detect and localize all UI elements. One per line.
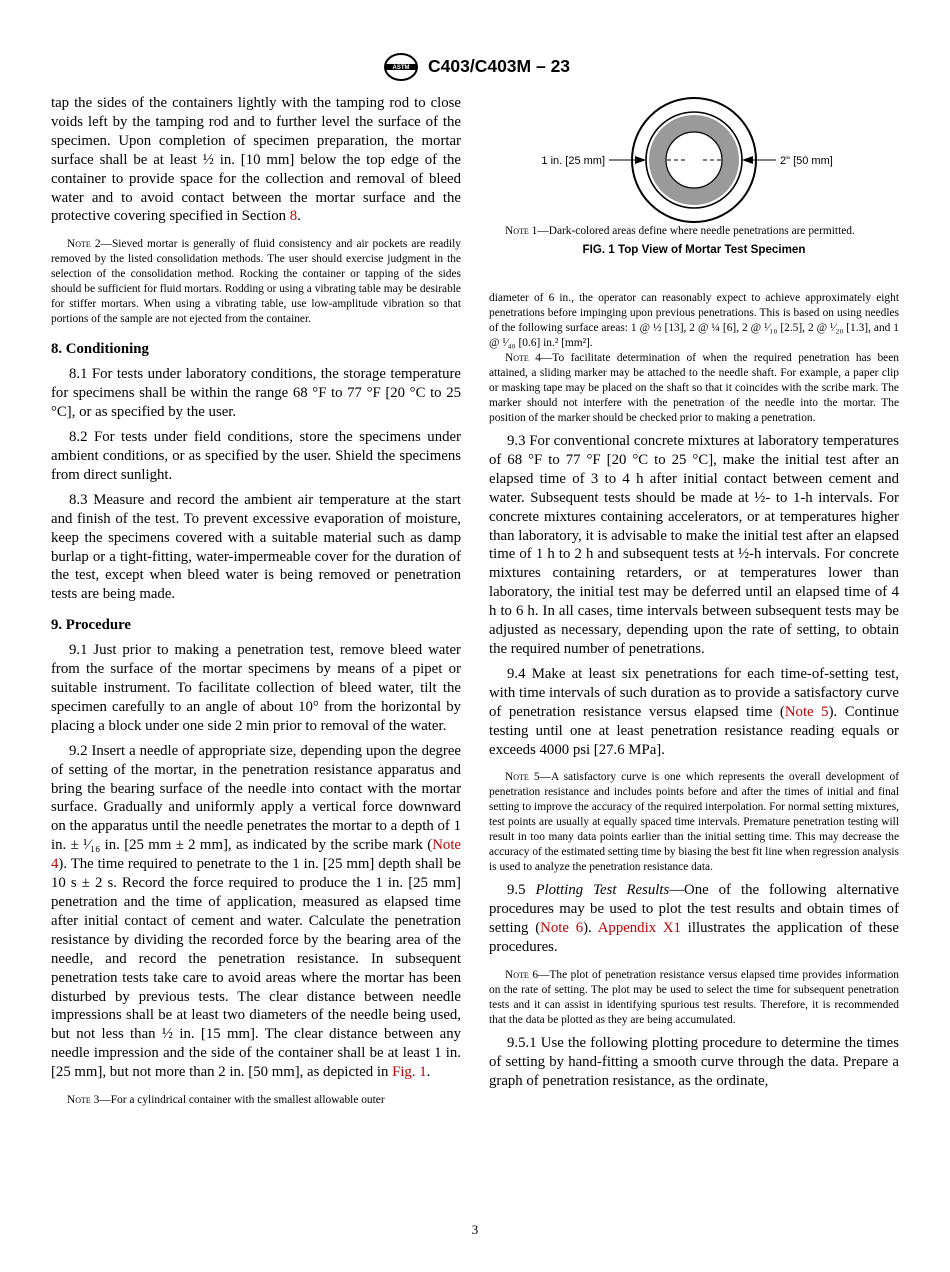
paragraph-8-2: 8.2 For tests under field conditions, store the specimens under ambient conditions, or as specified by the user. Shield the specimens from direct sunlight.: [51, 429, 461, 483]
note-1: Note 1—Dark-colored areas define where needle penetrations are permitted.: [505, 225, 855, 237]
left-column: [51, 94, 461, 1108]
document-id: C403/C403M – 23: [428, 56, 571, 76]
paragraph-9-3: 9.3 For conventional concrete mixtures at laboratory temperatures of 68 °F to 77 °F [20 °C to 25 °C], make the initial test after an elapsed time of 3 to 4 h after initial contact between cement and water. Subsequent tests should be made at ½- to 1-h intervals. For concrete mixtures containing accelerators, or at temperatures higher than laboratory, it is advisable to make the initial test after an elapsed time of 1 h to 2 h and subsequent tests at ½-h intervals. For concrete mixtures containing retarders, or at temperatures lower than laboratory, the initial test may be deferred until an elapsed time of 4 h to 6 h. In all cases, time intervals between subsequent tests may be adjusted as necessary, depending upon the rate of setting, to obtain the required number of penetrations.: [489, 433, 899, 657]
page-number: 3: [471, 1222, 479, 1237]
note-4: Note 4—To facilitate determination of when the required penetration has been attained, a sliding marker may be attached to the needle shaft. For example, a paper clip or masking tape may be placed on the shaft so that it coincides with the scribe mark. The marker should not interfere with the penetration of the needle into the mortar. The position of the marker should be checked prior to making a penetration.: [489, 352, 899, 424]
right-column: [489, 96, 899, 1091]
note-4-link[interactable]: Note 4: [51, 837, 461, 873]
page-header: [0, 52, 950, 86]
section-8-link[interactable]: 8: [289, 208, 298, 225]
astm-logo-icon: [383, 52, 419, 82]
appendix-x1-link[interactable]: Appendix X1: [597, 920, 681, 937]
note-6: Note 6—The plot of penetration resistance versus elapsed time provides information on the rate of setting. The plot may be used to select the time for subsequent penetration tests and it can assist in identifying spurious test results. Therefore, it is recommended that the data be plotted as they are being accumulated.: [489, 969, 899, 1027]
figure-1: [489, 96, 899, 224]
paragraph-8-3: 8.3 Measure and record the ambient air temperature at the start and finish of the test. To prevent excessive evaporation of moisture, keep the specimens covered with a suitable material such as damp burlap or a tight-fitting, water-impermeable cover for the duration of the test, except when bleed water is being removed or penetration tests are being made.: [51, 491, 461, 603]
label-1-in: 1 in. [25 mm]: [541, 155, 605, 167]
paragraph-9-5: 9.5 Plotting Test Results—One of the following alternative procedures may be used to plot the test results and obtain times of setting (Note 6). Appendix X1 illustrates the application of these procedures.: [489, 882, 899, 956]
specimen-diagram: [489, 96, 899, 224]
figure-1-caption: FIG. 1 Top View of Mortar Test Specimen: [582, 243, 806, 256]
note-6-link[interactable]: Note 6: [540, 920, 584, 937]
paragraph-8-1: 8.1 For tests under laboratory conditions, the storage temperature for specimens shall be within the range 68 °F to 77 °F [20 °C to 25 °C], or as specified by the user.: [51, 366, 461, 421]
note-3-continued: diameter of 6 in., the operator can reasonably expect to achieve approximately eight penetrations before impinging upon previous penetrations. This is based on using needles of the following surface areas: 1 @ ½ [13], 2 @ ¼ [6], 2 @ ¹⁄₁₀ [2.5], 2 @ ¹⁄₂₀ [1.3], and 1 @ ¹⁄₄₀ [0.6] in.² [mm²].: [489, 292, 899, 349]
note-5: Note 5—A satisfactory curve is one which represents the overall development of penetration resistance and includes points before and after the times of initial and final setting to improve the accuracy of the required interpolation. For normal setting mixtures, test points are usually at equally spaced time intervals. Premature penetration testing will result in too many data points earlier than the initial setting time. This may decrease the accuracy of the estimated setting time by biasing the best fit line when regression analysis is used to analyze the penetration resistance data.: [489, 771, 899, 874]
section-9-heading: 9. Procedure: [51, 617, 131, 634]
label-2-in: 2" [50 mm]: [780, 155, 833, 167]
note-2: Note 2—Sieved mortar is generally of fluid consistency and air pockets are readily removed by the listed consolidation methods. The user should exercise judgment in the selection of the consolidation method. Rocking the container or tapping of the sides should be sufficient for fluid mortars. Rodding or using a vibrating table may be desirable for stiffer mortars. When using a vibrating table, use low-amplitude vibration so that portions of the sample are not ejected from the container.: [51, 238, 461, 326]
paragraph-7-cont: tap the sides of the containers lightly with the tamping rod to close voids left by the tamping rod and to further level the surface of the specimen. Upon completion of specimen preparation, the mortar surface shall be at least ½ in. [10 mm] below the top edge of the container to provide space for the collection and removal of bleed water and to avoid contact between the mortar surface and the protective covering specified in Section 8.: [51, 95, 461, 225]
section-8-heading: 8. Conditioning: [51, 341, 149, 358]
fig-1-link[interactable]: Fig. 1: [392, 1064, 427, 1081]
svg-text:ASTM: ASTM: [392, 65, 410, 71]
paragraph-9-5-1: 9.5.1 Use the following plotting procedure to determine the times of setting by hand-fitting a smooth curve through the data. Prepare a graph of penetration resistance, as the ordinate,: [489, 1035, 899, 1089]
paragraph-9-1: 9.1 Just prior to making a penetration test, remove bleed water from the surface of the mortar specimens by means of a pipet or suitable instrument. To facilitate collection of bleed water, tilt the specimen carefully to an angle of about 10° from the horizontal by placing a block under one side 2 min prior to removal of the water.: [51, 642, 461, 734]
paragraph-9-2: 9.2 Insert a needle of appropriate size, depending upon the degree of setting of the mortar, in the penetration resistance apparatus and bring the bearing surface of the needle into contact with the mortar surface. Gradually and uniformly apply a vertical force downward on the apparatus until the needle penetrates the mortar to a depth of 1 in. ± ¹⁄₁₆ in. [25 mm ± 2 mm], as indicated by the scribe mark (Note 4). The time required to penetrate to the 1 in. [25 mm] depth shall be 10 s ± 2 s. Record the force required to produce the 1 in. [25 mm] penetration and the time of application, measured as elapsed time after initial contact of cement and water. Calculate the penetration resistance by dividing the recorded force by the bearing area of the needle, and record the penetration resistance. In subsequent penetration tests take care to avoid areas where the mortar has been disturbed by previous tests. The clear distance between needle impressions shall be at least two diameters of the needle being used, but not less than ½ in. [15 mm]. The clear distance between any needle impression and the side of the container shall be at least 1 in. [25 mm], but not more than 2 in. [50 mm], as depicted in Fig. 1.: [51, 742, 461, 1081]
note-3: Note 3—For a cylindrical container with the smallest allowable outer: [67, 1094, 385, 1107]
paragraph-9-4: 9.4 Make at least six penetrations for each time-of-setting test, with time intervals of such duration as to provide a satisfactory curve of penetration resistance versus elapsed time (Note 5). Continue testing until one at least penetration resistance reading equals or exceeds 4000 psi [27.6 MPa].: [489, 665, 899, 758]
note-5-link[interactable]: Note 5: [784, 703, 829, 720]
